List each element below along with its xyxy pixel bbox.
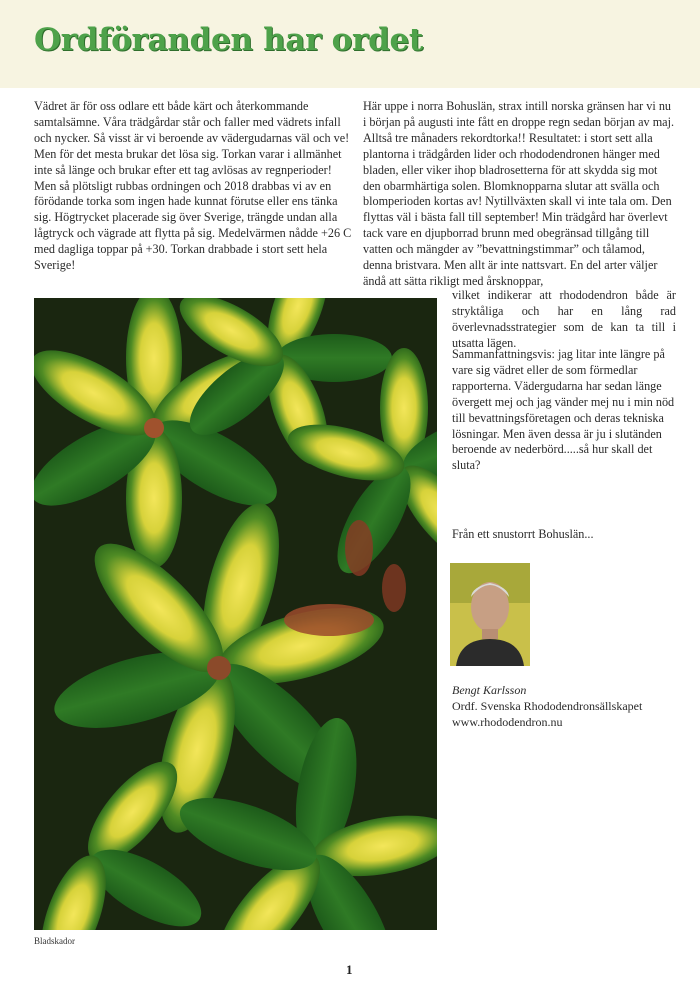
- author-portrait: [450, 563, 530, 666]
- rhododendron-photo: [34, 298, 437, 930]
- page-title: Ordföranden har ordet: [34, 22, 423, 58]
- photo-caption: Bladskador: [34, 936, 75, 946]
- article-left-column: Vädret är för oss odlare ett både kärt och återkommande samtalsämne. Våra trädgårdar står och faller med vädrets infall och nycker. Så visst är vi beroende av vädergudarnas väl och ve! Men för det mesta brukar det lösa sig. Torkan varar i allmänhet inte så länge och brukar efter ett tag avlösas av regnperioder! Men så plötsligt rubbas ordningen och 2018 drabbas vi av en förödande torka som ingen hade kunnat förutse eller ens tänka sig. Högtrycket placerade sig över Sverige, trängde undan alla lågtryck och vägrade att flytta på sig. Medelvärmen nådde +26 C med dagliga toppar på +30. Torkan drabbade i stort sett hela Sverige!: [34, 99, 352, 273]
- page-number: 1: [346, 962, 353, 977]
- website-link[interactable]: www.rhododendron.nu: [452, 715, 563, 729]
- greeting: Från ett snustorrt Bohuslän...: [452, 527, 594, 541]
- article-summary: Sammanfattningsvis: jag litar inte längre på vare sig vädret eller de som förmedlar rapporterna. Vädergudarna har sedan länge övergett mej och jag vänder mej nu i min nöd till bevattningsföretagen och deras tekniska lösningar. Men även dessa är ju i slutänden beroende av nederbörd.....så hur skall det sluta?: [452, 347, 675, 473]
- article-right-column-narrow: vilket indikerar att rhododendron både är stryktåliga och har en lång rad överlevnadsstrategier som de kan ta till i utsatta lägen.: [452, 288, 676, 350]
- author-name: Bengt Karlsson: [452, 683, 527, 697]
- article-right-column-top: Här uppe i norra Bohuslän, strax intill norska gränsen har vi nu i början på augusti inte fått en droppe regn sedan början av maj. Alltså tre månaders rekordtorka!! Resultatet: i stort sett alla plantorna i trädgården lider och rhododendronen hänger med bladen, eller viker ihop bladrosetterna för att skydda sig mot den obarmhärtiga solen. Blomknopparna slutar att svälla och blomperioden kortas av! Nytillväxten skall vi inte tala om. Den flyttas väl i bästa fall till september! Min trädgård har överlevt tack vare en djupborrad brunn med obegränsad tillgång till vatten och mängder av ”bevattningstimmar” och tålamod, denna bristvara. Men allt är inte nattsvart. En del arter väljer ändå att sätta rikligt med årsknoppar,: [363, 99, 675, 288]
- author-title: Ordf. Svenska Rhododendronsällskapet: [452, 699, 643, 713]
